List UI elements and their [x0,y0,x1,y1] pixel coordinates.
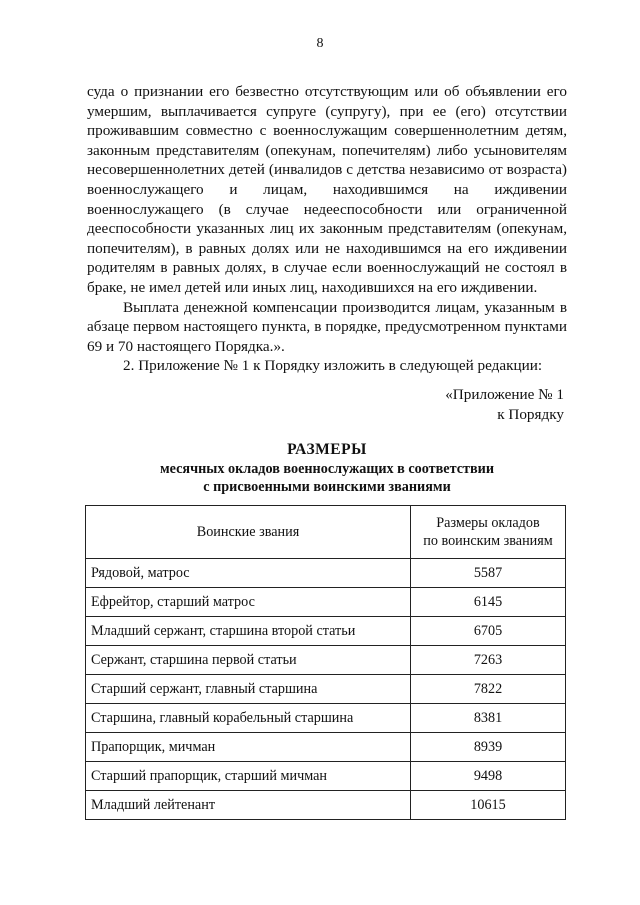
salary-cell: 6145 [411,588,566,617]
table-row [86,733,566,762]
header-salary-line-1: Размеры окладов [436,515,540,531]
table-row [86,646,566,675]
body-text [87,82,567,376]
paragraph-appendix-change: 2. Приложение № 1 к Порядку изложить в следующей редакции: [123,357,543,375]
header-salary [411,506,566,559]
salary-cell: 7263 [411,646,566,675]
rank-cell: Рядовой, матрос [86,559,411,588]
salary-cell: 8939 [411,733,566,762]
table-row [86,675,566,704]
table-subtitle-line-1: месячных окладов военнослужащих в соответствии [159,461,495,477]
rank-cell: Старший прапорщик, старший мичман [86,762,411,791]
table-subtitle-line-2: с присвоенными воинскими званиями [203,479,451,495]
page-number: 8 [316,36,324,51]
table-row [86,791,566,820]
table-header-row [86,506,566,559]
rank-cell: Старшина, главный корабельный старшина [86,704,411,733]
rank-cell: Старший сержант, главный старшина [86,675,411,704]
salary-cell: 10615 [411,791,566,820]
salary-cell: 8381 [411,704,566,733]
paragraph-compensation: Выплата денежной компенсации производится лицам, указанным в абзаце первом настоящего пункта, в порядке, предусмотренном пунктами 69 и 70 настоящего Порядка.». [87,298,567,355]
paragraph-continuation: суда о признании его безвестно отсутствующим или об объявлении его умершим, выплачивается супруге (супругу), при ее (его) отсутствии проживавшим совместно с военнослужащим совершеннолетним детям, законным представителям (опекунам, попечителям) либо усыновителям несовершеннолетних детей (инвалидов с детства независимо от возраста) военнослужащего и лицам, находившимся на иждивении военнослужащего (в случае недееспособности или ограниченной дееспособности указанных лиц их законным представителям (опекунам, попечителям), в равных долях или не находившимся на его иждивении родителям в равных долях, в случае если военнослужащий не состоял в браке, не имел детей или иных лиц, находившихся на его иждивении. [87,83,567,296]
table-title: РАЗМЕРЫ [287,441,367,458]
salary-cell: 6705 [411,617,566,646]
table-row [86,588,566,617]
salary-table [85,505,566,820]
table-row [86,704,566,733]
rank-cell: Ефрейтор, старший матрос [86,588,411,617]
rank-cell: Сержант, старшина первой статьи [86,646,411,675]
salary-cell: 9498 [411,762,566,791]
appendix-reference [330,385,564,424]
header-rank: Воинские звания [86,506,411,559]
salary-cell: 5587 [411,559,566,588]
header-salary-line-2: по воинским званиям [423,533,553,549]
rank-cell: Младший лейтенант [86,791,411,820]
table-row [86,762,566,791]
rank-cell: Прапорщик, мичман [86,733,411,762]
table-row [86,559,566,588]
table-row [86,617,566,646]
appendix-line-2: к Порядку [497,405,564,423]
rank-cell: Младший сержант, старшина второй статьи [86,617,411,646]
salary-cell: 7822 [411,675,566,704]
appendix-line-1: «Приложение № 1 [445,386,564,403]
table-subtitle [87,460,567,496]
